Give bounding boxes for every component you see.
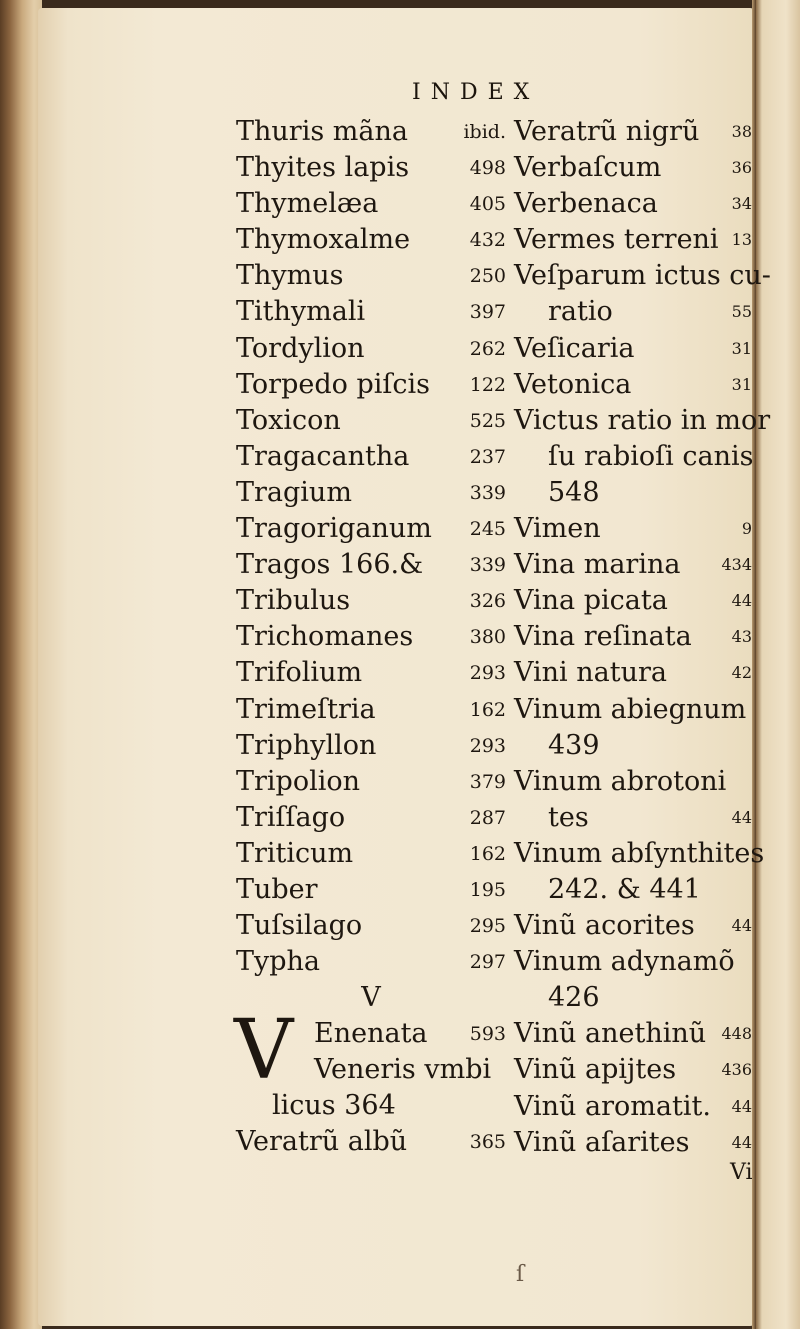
index-page-number: 34 — [731, 194, 752, 214]
index-term: Vimen — [514, 513, 601, 545]
index-page-number: 525 — [469, 409, 506, 432]
index-page-number: 295 — [469, 915, 506, 938]
index-term: Vinum abſynthites — [514, 837, 765, 869]
index-page-number: 250 — [469, 265, 506, 288]
index-entry — [514, 655, 752, 691]
index-term: Vinũ aromatit. — [514, 1090, 711, 1122]
index-page-number: 13 — [731, 230, 752, 250]
index-entry — [514, 692, 752, 728]
index-entry — [514, 583, 752, 619]
index-term: Vinum abiegnum — [514, 693, 747, 725]
index-entry — [514, 547, 752, 583]
index-term: Tripolion — [236, 765, 361, 797]
index-page-number: 434 — [721, 555, 752, 575]
index-page-number: 44 — [731, 1132, 752, 1152]
index-entry — [514, 403, 771, 439]
index-entry — [514, 186, 752, 222]
index-page-number: 432 — [469, 229, 506, 252]
index-term: Victus ratio in mor — [514, 404, 771, 436]
index-term: Thymus — [236, 260, 344, 292]
index-term: Vetonica — [514, 368, 632, 400]
index-entry — [236, 439, 506, 475]
index-entry — [236, 1088, 506, 1124]
index-page-number: 297 — [469, 951, 506, 974]
drop-capital: V — [234, 1003, 294, 1098]
index-term: Toxicon — [236, 404, 341, 436]
index-entry — [236, 1016, 506, 1052]
index-page-number: 162 — [469, 842, 506, 865]
index-term: Verbenaca — [514, 188, 658, 220]
index-entry — [236, 1052, 506, 1088]
index-term: Typha — [236, 946, 321, 978]
index-entry — [514, 475, 752, 511]
index-term: 439 — [548, 729, 600, 761]
index-page-number: 339 — [469, 481, 506, 504]
index-term: Triſſago — [236, 801, 346, 833]
index-term: Veſicaria — [514, 332, 635, 364]
index-term: Vinũ aſarites — [514, 1126, 690, 1158]
index-column-left — [236, 114, 506, 980]
index-term: 548 — [548, 476, 600, 508]
index-entry — [236, 908, 506, 944]
index-term: Thymoxalme — [236, 224, 411, 256]
index-page-number: 287 — [469, 806, 506, 829]
index-term: Tuber — [236, 873, 318, 905]
index-term: ſu rabioſi canis — [548, 440, 754, 472]
index-term: ratio — [548, 296, 613, 328]
index-page-number: 31 — [731, 338, 752, 358]
index-entry — [514, 258, 771, 294]
index-entry — [514, 367, 752, 403]
index-page-number: 44 — [731, 807, 752, 827]
index-term: Triphyllon — [236, 729, 377, 761]
index-term: Tragacantha — [236, 440, 410, 472]
index-entry — [236, 728, 506, 764]
index-column-left-v — [236, 980, 506, 1160]
index-entry — [236, 764, 506, 800]
index-page-number: 498 — [469, 157, 506, 180]
index-entry — [514, 439, 752, 475]
index-term: Tragos 166.& — [236, 549, 424, 581]
index-page-number: 36 — [731, 158, 752, 178]
index-term: Vinũ anethinũ — [514, 1018, 707, 1050]
index-page-number: 42 — [731, 663, 752, 683]
index-entry — [514, 872, 752, 908]
index-term: Vinũ apijtes — [514, 1054, 677, 1086]
index-page-number: 44 — [731, 591, 752, 611]
index-entry — [514, 1016, 752, 1052]
index-entry — [514, 222, 752, 258]
index-page-number: 43 — [731, 627, 752, 647]
index-page-number: 593 — [469, 1023, 506, 1046]
index-page-number: 195 — [469, 878, 506, 901]
index-term: Triticum — [236, 837, 354, 869]
index-term: Tribulus — [236, 585, 351, 617]
index-entry — [514, 294, 752, 330]
index-page-number: 339 — [469, 554, 506, 577]
book-edge-left — [0, 0, 42, 1329]
index-entry — [236, 800, 506, 836]
index-term: Verbaſcum — [514, 152, 662, 184]
index-entry — [236, 258, 506, 294]
catchword: Vi — [730, 1160, 753, 1185]
index-page-number: 44 — [731, 1096, 752, 1116]
index-page-number: 262 — [469, 337, 506, 360]
index-term: Vinum abrotoni — [514, 765, 727, 797]
index-entry — [236, 619, 506, 655]
index-term: Vermes terreni — [514, 224, 719, 256]
index-term: Tragium — [236, 476, 352, 508]
index-term: tes — [548, 801, 589, 833]
index-entry — [236, 1124, 506, 1160]
index-entry — [236, 692, 506, 728]
index-column-right — [514, 114, 771, 1161]
index-page-number: ibid. — [463, 121, 506, 143]
index-page-number: 44 — [731, 916, 752, 936]
index-entry — [236, 872, 506, 908]
index-term: Vini natura — [514, 657, 667, 689]
index-term: Tragoriganum — [236, 513, 432, 545]
index-page-number: 397 — [469, 301, 506, 324]
index-entry — [236, 186, 506, 222]
index-entry — [514, 619, 752, 655]
index-term: Thyites lapis — [236, 152, 410, 184]
index-entry — [236, 836, 506, 872]
index-entry — [514, 980, 752, 1016]
facing-page-edge — [756, 0, 800, 1329]
index-entry — [514, 1052, 752, 1088]
index-page-number: 9 — [741, 519, 752, 539]
index-term: Tuſsilago — [236, 910, 363, 942]
signature-mark: ſ — [516, 1262, 525, 1287]
index-entry — [236, 944, 506, 980]
index-term: Trifolium — [236, 657, 363, 689]
index-entry — [236, 294, 506, 330]
index-entry — [236, 403, 506, 439]
index-term: Trichomanes — [236, 621, 414, 653]
index-page-number: 379 — [469, 770, 506, 793]
index-entry — [236, 222, 506, 258]
index-page-number: 122 — [469, 373, 506, 396]
index-entry — [514, 114, 752, 150]
index-entry — [236, 583, 506, 619]
index-entry — [514, 800, 752, 836]
index-page-number: 293 — [469, 662, 506, 685]
index-page-number: 237 — [469, 445, 506, 468]
index-term: Trimeſtria — [236, 693, 376, 725]
index-entry — [514, 331, 752, 367]
index-entry — [514, 836, 765, 872]
index-entry — [514, 150, 752, 186]
index-term: Vinũ acorites — [514, 910, 695, 942]
index-term: Thymelæa — [236, 188, 379, 220]
index-entry — [236, 547, 506, 583]
index-term: Vina reſinata — [514, 621, 692, 653]
index-page-number: 436 — [721, 1060, 752, 1080]
index-page-number: 448 — [721, 1024, 752, 1044]
index-page-number: 38 — [731, 122, 752, 141]
index-page-number: 293 — [469, 734, 506, 757]
index-term: Enenata — [314, 1018, 428, 1050]
index-entry — [514, 1125, 752, 1161]
index-page-number: 405 — [469, 193, 506, 216]
index-entry — [236, 114, 506, 150]
index-term: Tithymali — [236, 296, 366, 328]
index-page-number: 245 — [469, 518, 506, 541]
index-page-number: 55 — [731, 302, 752, 322]
index-entry — [236, 475, 506, 511]
index-entry — [236, 367, 506, 403]
index-page-number: 380 — [469, 626, 506, 649]
index-entry — [236, 511, 506, 547]
index-page-number: 365 — [469, 1131, 506, 1154]
section-letter-row — [236, 980, 506, 1016]
index-term: Veneris vmbi — [314, 1054, 492, 1086]
index-term: Tordylion — [236, 332, 365, 364]
page-header: INDEX — [412, 80, 540, 105]
index-entry — [514, 908, 752, 944]
index-page-number: 326 — [469, 590, 506, 613]
index-term: Veratrũ nigrũ — [514, 116, 700, 147]
index-entry — [514, 511, 752, 547]
index-entry — [236, 331, 506, 367]
index-term: Vinum adynamõ — [514, 946, 735, 978]
index-entry — [514, 1089, 752, 1125]
index-term: Vina picata — [514, 585, 668, 617]
index-term: Veſparum ictus cu- — [514, 260, 771, 292]
index-entry — [236, 655, 506, 691]
index-page-number: 162 — [469, 698, 506, 721]
index-term: Thuris mãna — [236, 116, 408, 147]
index-term: Vina marina — [514, 549, 681, 581]
index-term: Torpedo piſcis — [236, 368, 430, 400]
index-entry — [514, 764, 752, 800]
index-entry — [236, 150, 506, 186]
index-term: 426 — [548, 982, 600, 1014]
index-term: licus 364 — [272, 1090, 396, 1122]
index-page-number: 31 — [731, 374, 752, 394]
section-letter: V — [361, 982, 381, 1013]
index-entry — [514, 944, 752, 980]
index-term: 242. & 441 — [548, 873, 701, 905]
index-entry — [514, 728, 752, 764]
index-term: Veratrũ albũ — [236, 1126, 408, 1158]
